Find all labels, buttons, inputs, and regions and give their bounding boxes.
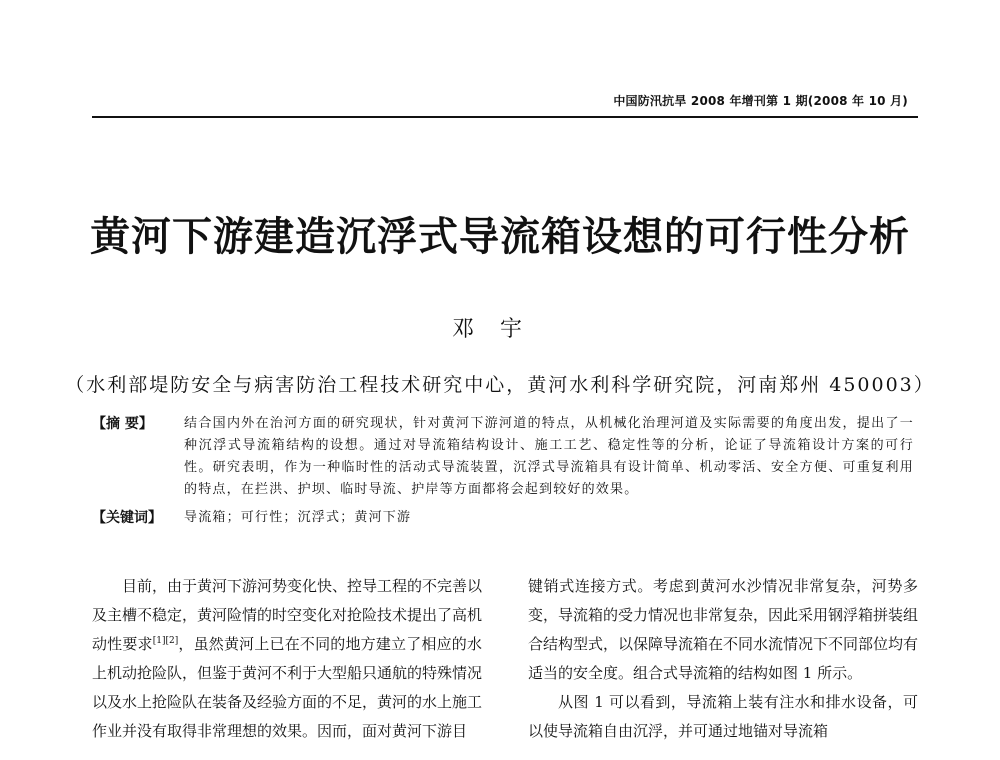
left-paragraph xyxy=(92,572,482,746)
right-paragraph-1: 键销式连接方式。考虑到黄河水沙情况非常复杂，河势多变，导流箱的受力情况也非常复杂，因此采用钢浮箱拼装组合结构型式，以保障导流箱在不同水流情况下不同部位均有适当的安全度。组合式导流箱的结构如图 1 所示。 xyxy=(528,577,919,682)
keywords-text: 导流箱；可行性；沉浮式；黄河下游 xyxy=(184,510,412,525)
left-text-after-ref: ，虽然黄河上已在不同的地方建立了相应的水上机动抢险队，但鉴于黄河不利于大型船只通航的特殊情况以及水上抢险队在装备及经验方面的不足，黄河的水上施工作业并没有取得非常理想的效果。因而，面对黄河下游目 xyxy=(92,635,483,740)
header-rule xyxy=(92,116,918,118)
author-affiliation: （水利部堤防安全与病害防治工程技术研究中心，黄河水利科学研究院，河南郑州 450003） xyxy=(65,374,935,396)
right-paragraph-2: 从图 1 可以看到，导流箱上装有注水和排水设备，可以使导流箱自由沉浮，并可通过地锚对导流箱 xyxy=(528,693,918,740)
keywords-label: 【关键词】 xyxy=(92,510,162,526)
body-left-column xyxy=(92,572,482,746)
keywords-row xyxy=(92,507,918,529)
author-name: 邓宇 xyxy=(451,317,548,342)
article-title: 黄河下游建造沉浮式导流箱设想的可行性分析 xyxy=(90,214,910,260)
left-text-before-ref: 目前，由于黄河下游河势变化快、控导工程的不完善以及主槽不稳定，黄河险情的时空变化对抢险技术提出了高机动性要求 xyxy=(92,577,483,653)
running-header: 中国防汛抗旱 2008 年增刊第 1 期(2008 年 10 月) xyxy=(613,94,908,108)
reference-mark: [1][2] xyxy=(152,636,179,646)
abstract-row xyxy=(92,413,918,501)
body-right-column xyxy=(528,572,918,746)
abstract-label: 【摘 要】 xyxy=(92,416,153,432)
abstract-text: 结合国内外在治河方面的研究现状，针对黄河下游河道的特点，从机械化治理河道及实际需要的角度出发，提出了一种沉浮式导流箱结构的设想。通过对导流箱结构设计、施工工艺、稳定性等的分析，论证了导流箱设计方案的可行性。研究表明，作为一种临时性的活动式导流装置，沉浮式导流箱具有设计简单、机动零活、安全方便、可重复利用的特点，在拦洪、护坝、临时导流、护岸等方面都将会起到较好的效果。 xyxy=(184,416,914,497)
abstract-block xyxy=(92,413,918,529)
